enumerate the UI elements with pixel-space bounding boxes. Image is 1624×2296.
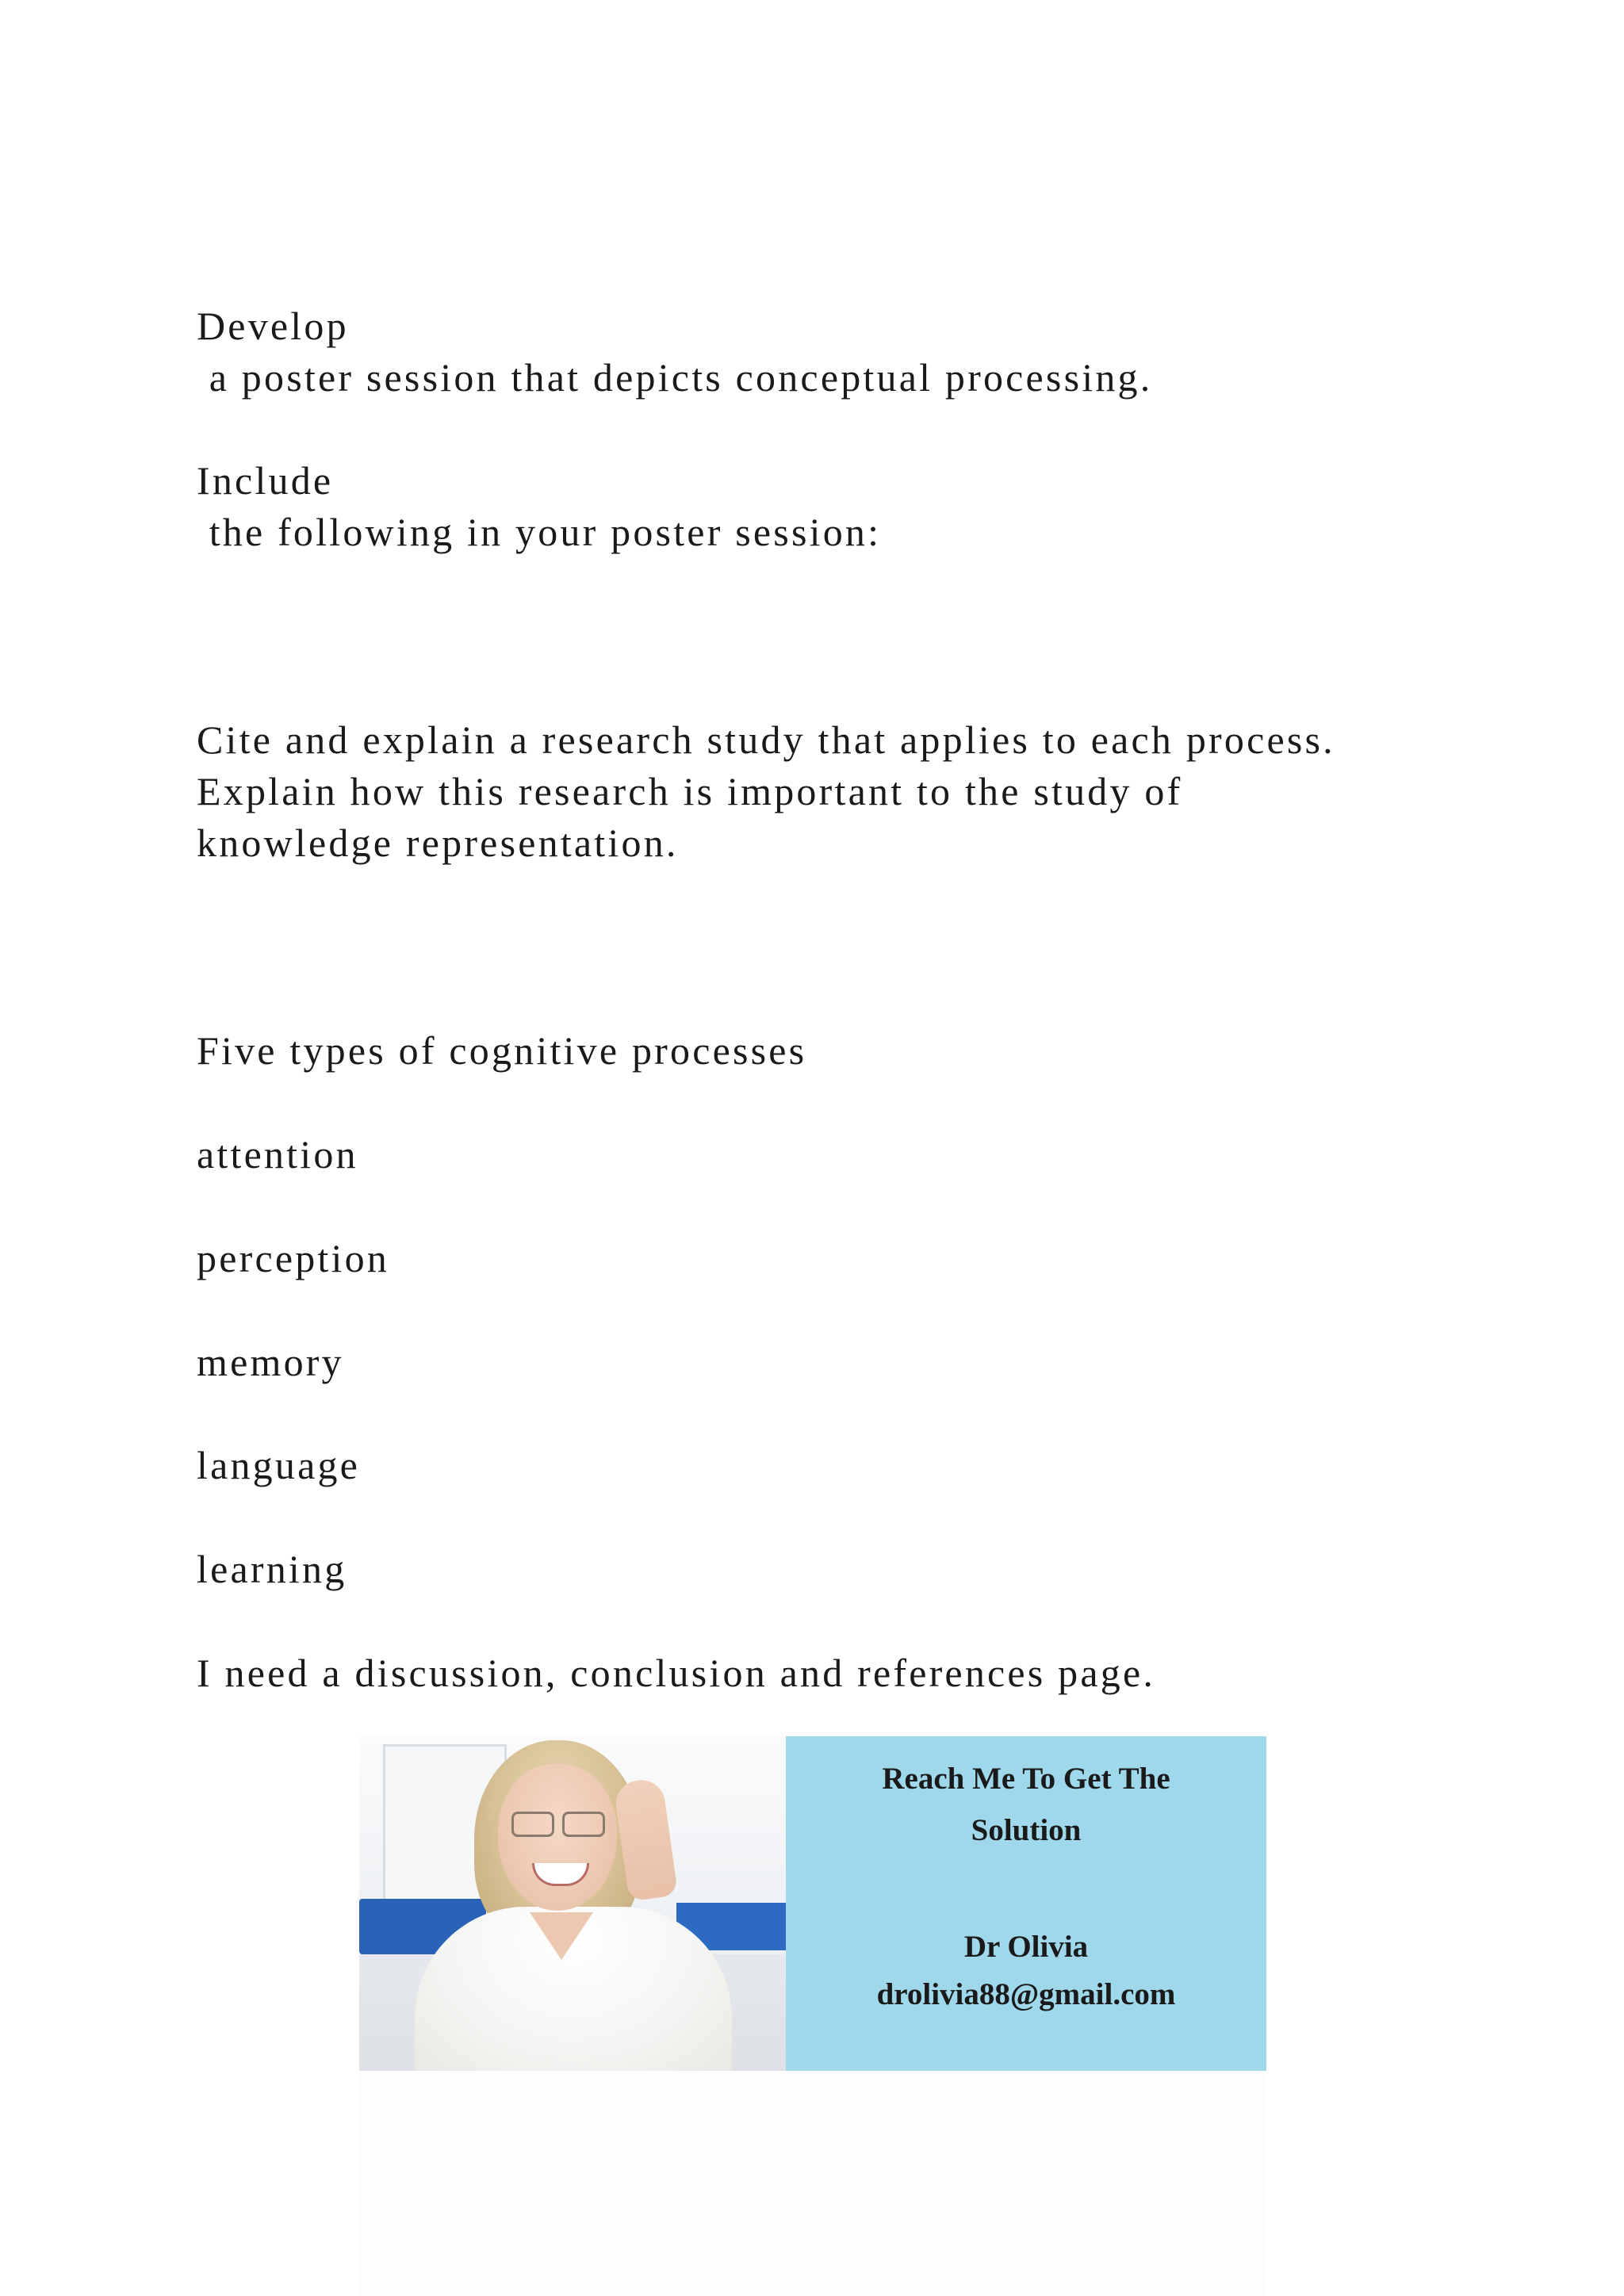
text-line-following: the following in your poster session: [197, 510, 882, 554]
list-item-memory: memory [197, 1340, 344, 1384]
text-line-knowledge-representation: knowledge representation. [197, 821, 679, 865]
text-line-include: Include [197, 458, 334, 503]
list-item-language: language [197, 1443, 361, 1487]
text-line-five-types: Five types of cognitive processes [197, 1028, 807, 1073]
banner-lower-area [359, 2071, 1266, 2296]
banner-headline-line1: Reach Me To Get The [882, 1762, 1170, 1796]
text-line-cite-explain: Cite and explain a research study that applies to each process. [197, 718, 1335, 762]
text-line-develop: Develop [197, 304, 349, 348]
list-item-perception: perception [197, 1236, 390, 1280]
list-item-attention: attention [197, 1132, 358, 1177]
banner-contact-panel [786, 1736, 1266, 2071]
banner-contact-email[interactable]: drolivia88@gmail.com [876, 1977, 1176, 2011]
banner-headline-line2: Solution [971, 1813, 1082, 1847]
text-line-discussion: I need a discussion, conclusion and references page. [197, 1651, 1156, 1695]
contact-banner [359, 1736, 1266, 2071]
banner-photo [359, 1736, 786, 2071]
text-line-poster-session: a poster session that depicts conceptual processing. [197, 355, 1153, 400]
banner-contact-name: Dr Olivia [963, 1930, 1089, 1964]
text-line-explain-research: Explain how this research is important to the study of [197, 769, 1183, 813]
list-item-learning: learning [197, 1547, 347, 1591]
